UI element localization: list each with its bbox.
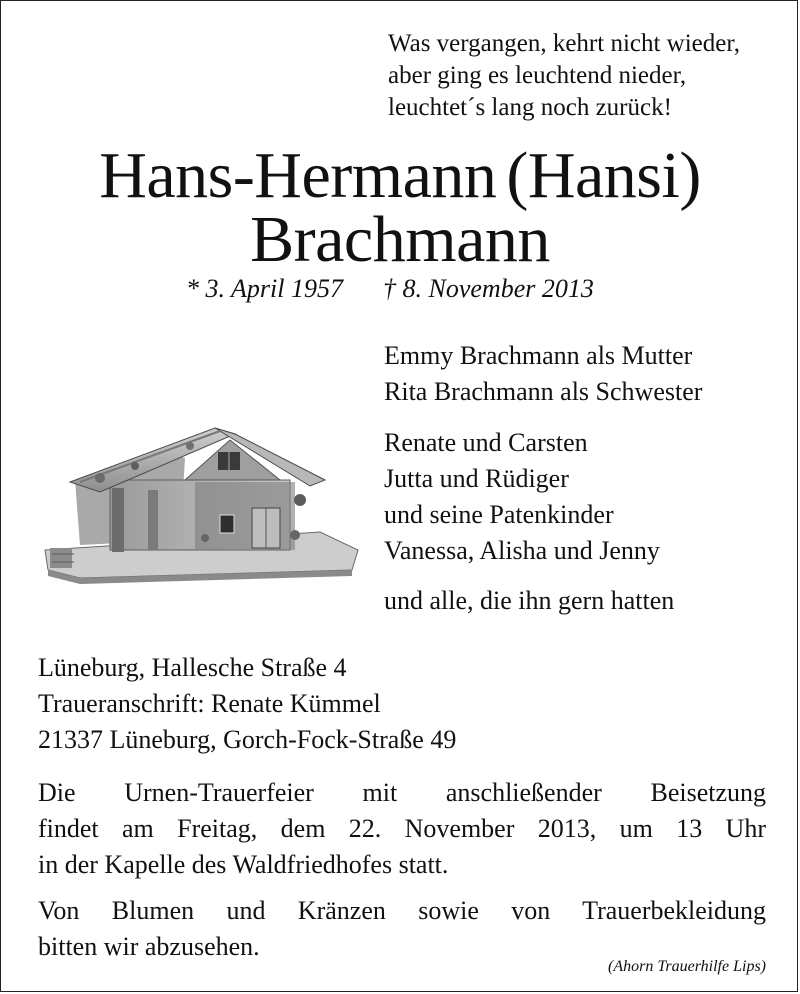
ceremony-line: findet am Freitag, dem 22. November 2013, um 13 Uhr xyxy=(38,814,766,843)
mourner-line: Emmy Brachmann als Mutter xyxy=(384,341,693,370)
deceased-surname: Brachmann xyxy=(250,203,550,276)
family-group-parents xyxy=(384,338,702,410)
nativity-crib-image xyxy=(40,420,390,590)
death-date: † 8. November 2013 xyxy=(383,274,594,303)
request-paragraph xyxy=(38,893,766,965)
family-group-friends xyxy=(384,425,660,569)
poem xyxy=(388,28,778,124)
address-line: Lüneburg, Hallesche Straße 4 xyxy=(38,653,347,682)
request-line: bitten wir abzusehen. xyxy=(38,932,260,961)
deceased-first-name: Hans-Hermann xyxy=(99,139,497,212)
ceremony-paragraph xyxy=(38,775,766,883)
poem-line: aber ging es leuchtend nieder, xyxy=(388,62,687,89)
birth-date: * 3. April 1957 xyxy=(186,274,343,303)
address-line: 21337 Lüneburg, Gorch-Fock-Straße 49 xyxy=(38,725,457,754)
mourner-line: und seine Patenkinder xyxy=(384,500,614,529)
mourner-line: Rita Brachmann als Schwester xyxy=(384,377,703,406)
mourner-line: Vanessa, Alisha und Jenny xyxy=(384,536,660,565)
address-block xyxy=(38,650,456,758)
ceremony-line: in der Kapelle des Waldfriedhofes statt. xyxy=(38,850,449,879)
mourner-closing: und alle, die ihn gern hatten xyxy=(384,586,675,615)
poem-line: leuchtet´s lang noch zurück! xyxy=(388,94,672,121)
deceased-nickname: (Hansi) xyxy=(506,139,701,212)
deceased-name xyxy=(0,139,800,212)
funeral-home-credit: (Ahorn Trauerhilfe Lips) xyxy=(608,958,766,975)
address-line: Traueranschrift: Renate Kümmel xyxy=(38,689,381,718)
poem-line: Was vergangen, kehrt nicht wieder, xyxy=(388,30,740,57)
mourner-line: Renate und Carsten xyxy=(384,428,588,457)
mourner-line: Jutta und Rüdiger xyxy=(384,464,569,493)
ceremony-line: Die Urnen-Trauerfeier mit anschließender Beisetzung xyxy=(38,778,766,807)
request-line: Von Blumen und Kränzen sowie von Trauerbekleidung xyxy=(38,896,766,925)
